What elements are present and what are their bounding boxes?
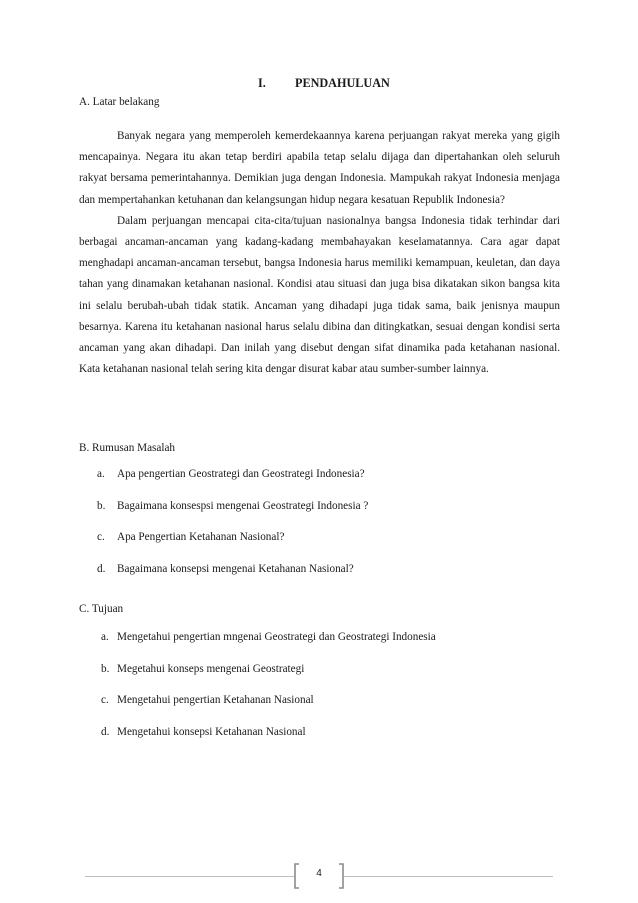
page-number: 4 [316, 868, 322, 879]
section-c-heading: C. Tujuan [79, 603, 124, 615]
footer-rule-right [344, 876, 553, 877]
page-footer [0, 860, 638, 890]
chapter-number: I. [258, 76, 266, 90]
list-item [97, 468, 368, 500]
list-marker: a. [97, 468, 105, 480]
section-c-list [101, 631, 436, 757]
list-marker: b. [101, 662, 110, 675]
list-item [97, 563, 368, 595]
section-b-heading: B. Rumusan Masalah [79, 442, 176, 454]
footer-rule-left [85, 876, 295, 877]
list-item [97, 500, 368, 532]
left-bracket-icon [292, 863, 300, 889]
section-a-heading: A. Latar belakang [79, 96, 160, 108]
section-a-body [79, 126, 560, 380]
list-item-text: Bagaimana konsespsi mengenai Geostrategi Indonesia ? [117, 499, 369, 512]
list-marker: b. [97, 499, 106, 512]
section-b-list [97, 468, 368, 594]
paragraph-1: Banyak negara yang memperoleh kemerdekaannya karena perjuangan rakyat mereka yang gigih mencapainya. Negara itu akan tetap berdiri apabila tetap selalu dijaga dan dipertahankan oleh seluruh rakyat bersama pemerintahannya. Demikian juga dengan Indonesia. Mampukah rakyat Indonesia menjaga dan mempertahankan ketuhanan dan kelangsungan hidup negara kesatuan Republik Indonesia? [79, 130, 560, 206]
list-item [101, 663, 436, 695]
list-item-text: Apa pengertian Geostrategi dan Geostrategi Indonesia? [117, 468, 365, 480]
list-item-text: Bagaimana konsepsi mengenai Ketahanan Nasional? [117, 562, 354, 575]
list-marker: d. [97, 562, 106, 575]
list-marker: a. [101, 631, 109, 643]
list-item-text: Mengetahui konsepsi Ketahanan Nasional [117, 725, 306, 738]
chapter-title [258, 76, 390, 91]
list-marker: c. [101, 694, 109, 706]
list-item-text: Apa Pengertian Ketahanan Nasional? [117, 531, 285, 543]
chapter-title-text: PENDAHULUAN [295, 76, 390, 90]
list-item [101, 631, 436, 663]
list-item-text: Megetahui konseps mengenai Geostrategi [117, 662, 305, 675]
list-item [97, 531, 368, 563]
list-item [101, 694, 436, 726]
paragraph-2: Dalam perjuangan mencapai cita-cita/tujuan nasionalnya bangsa Indonesia tidak terhindar dari berbagai ancaman-ancaman yang kadang-kadang membahayakan keselamatannya. Cara agar dapat menghadapi ancaman-ancaman tersebut, bangsa Indonesia harus memiliki kemampuan, keuletan, dan daya tahan yang dinamakan ketahanan nasional. Kondisi atau situasi dan juga bisa dikatakan sikon bangsa kita ini selalu berubah-ubah tidak statik. Ancaman yang dihadapi juga tidak sama, baik jenisnya maupun besarnya. Karena itu ketahanan nasional harus selalu dibina dan ditingkatkan, sesuai dengan kondisi serta ancaman yang akan dihadapi. Dan inilah yang disebut dengan sifat dinamika pada ketahanan nasional. Kata ketahanan nasional telah sering kita dengar disurat kabar atau sumber-sumber lainnya. [79, 214, 560, 376]
list-marker: c. [97, 531, 105, 543]
list-item [101, 726, 436, 758]
list-item-text: Mengetahui pengertian Ketahanan Nasional [117, 694, 314, 706]
list-item-text: Mengetahui pengertian mngenai Geostrategi dan Geostrategi Indonesia [117, 631, 436, 643]
list-marker: d. [101, 725, 110, 738]
